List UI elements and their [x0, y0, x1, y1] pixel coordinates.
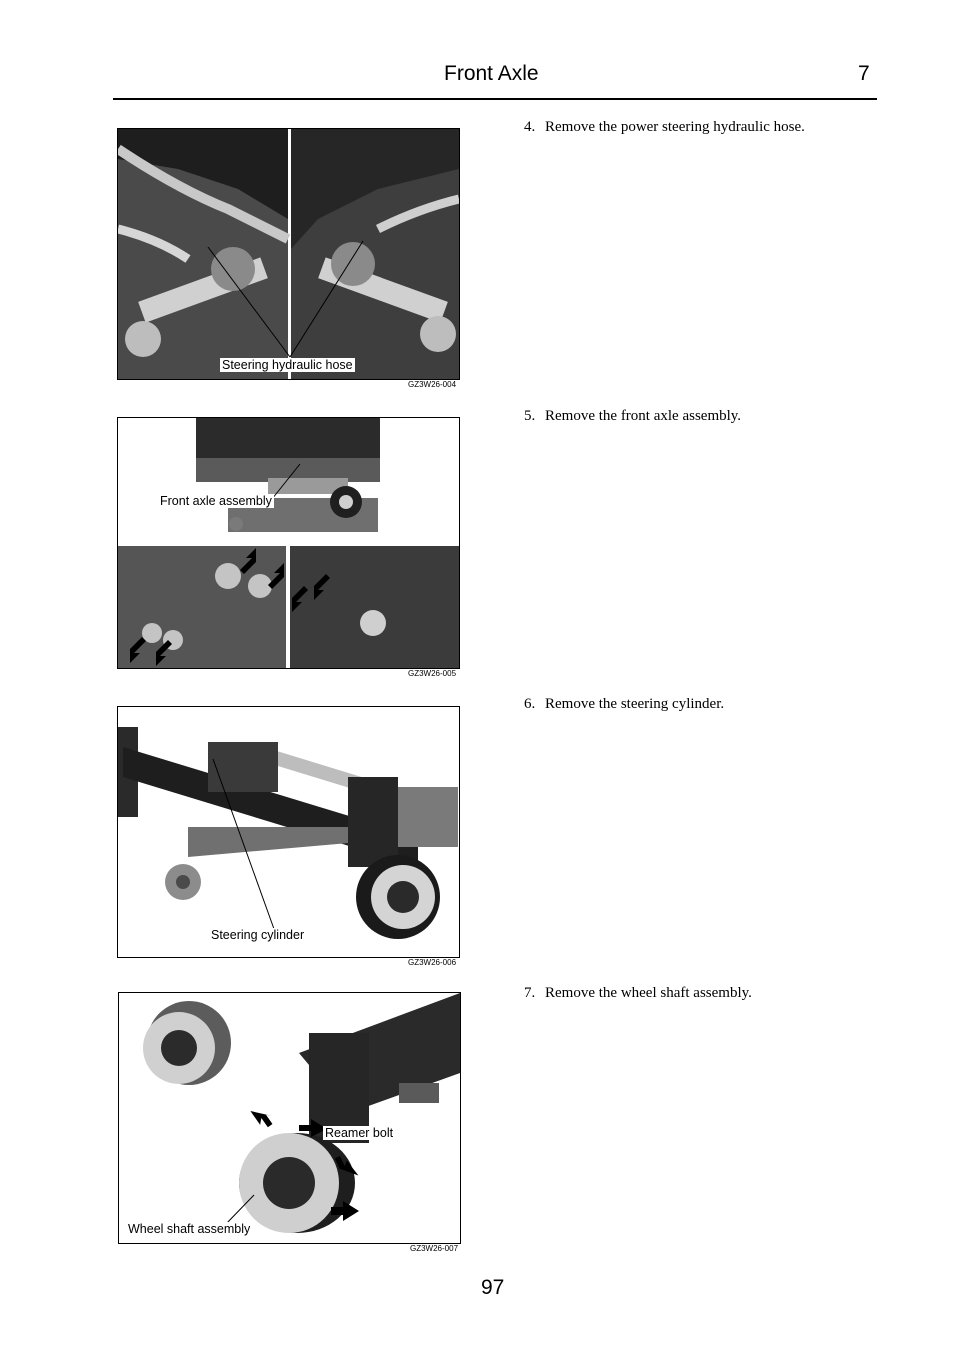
step-number: 5. — [524, 408, 536, 424]
step-text: Remove the front axle assembly. — [545, 408, 742, 424]
callout-steering-hydraulic-hose: Steering hydraulic hose — [222, 358, 353, 372]
callout-steering-cylinder: Steering cylinder — [211, 928, 305, 942]
figure-wheel-shaft-assembly-photo — [118, 992, 461, 1244]
header-rule — [113, 98, 877, 100]
callout-reamer-bolt: Reamer bolt — [325, 1126, 394, 1140]
figure-code: GZ3W26-007 — [410, 1244, 459, 1253]
chapter-number: 7 — [858, 62, 870, 85]
figure-code: GZ3W26-006 — [408, 958, 457, 967]
figure-code: GZ3W26-005 — [408, 669, 457, 678]
step-number: 7. — [524, 985, 536, 1001]
figure-front-axle-assembly-photo — [117, 417, 460, 669]
step-6 — [524, 696, 724, 713]
page-number: 97 — [481, 1276, 505, 1299]
step-number: 6. — [524, 696, 536, 712]
step-text: Remove the power steering hydraulic hose. — [545, 119, 805, 135]
callout-front-axle-assembly: Front axle assembly — [160, 494, 272, 508]
page-header-title: Front Axle — [444, 62, 539, 85]
figure-steering-cylinder-photo — [117, 706, 460, 958]
step-4 — [524, 119, 805, 136]
step-number: 4. — [524, 119, 536, 135]
step-7 — [524, 985, 752, 1002]
step-text: Remove the wheel shaft assembly. — [545, 985, 752, 1001]
step-5 — [524, 408, 741, 425]
figure-hydraulic-hose-photo — [117, 128, 460, 380]
step-text: Remove the steering cylinder. — [545, 696, 725, 712]
figure-code: GZ3W26-004 — [408, 380, 457, 389]
callout-wheel-shaft-assembly: Wheel shaft assembly — [128, 1222, 251, 1236]
